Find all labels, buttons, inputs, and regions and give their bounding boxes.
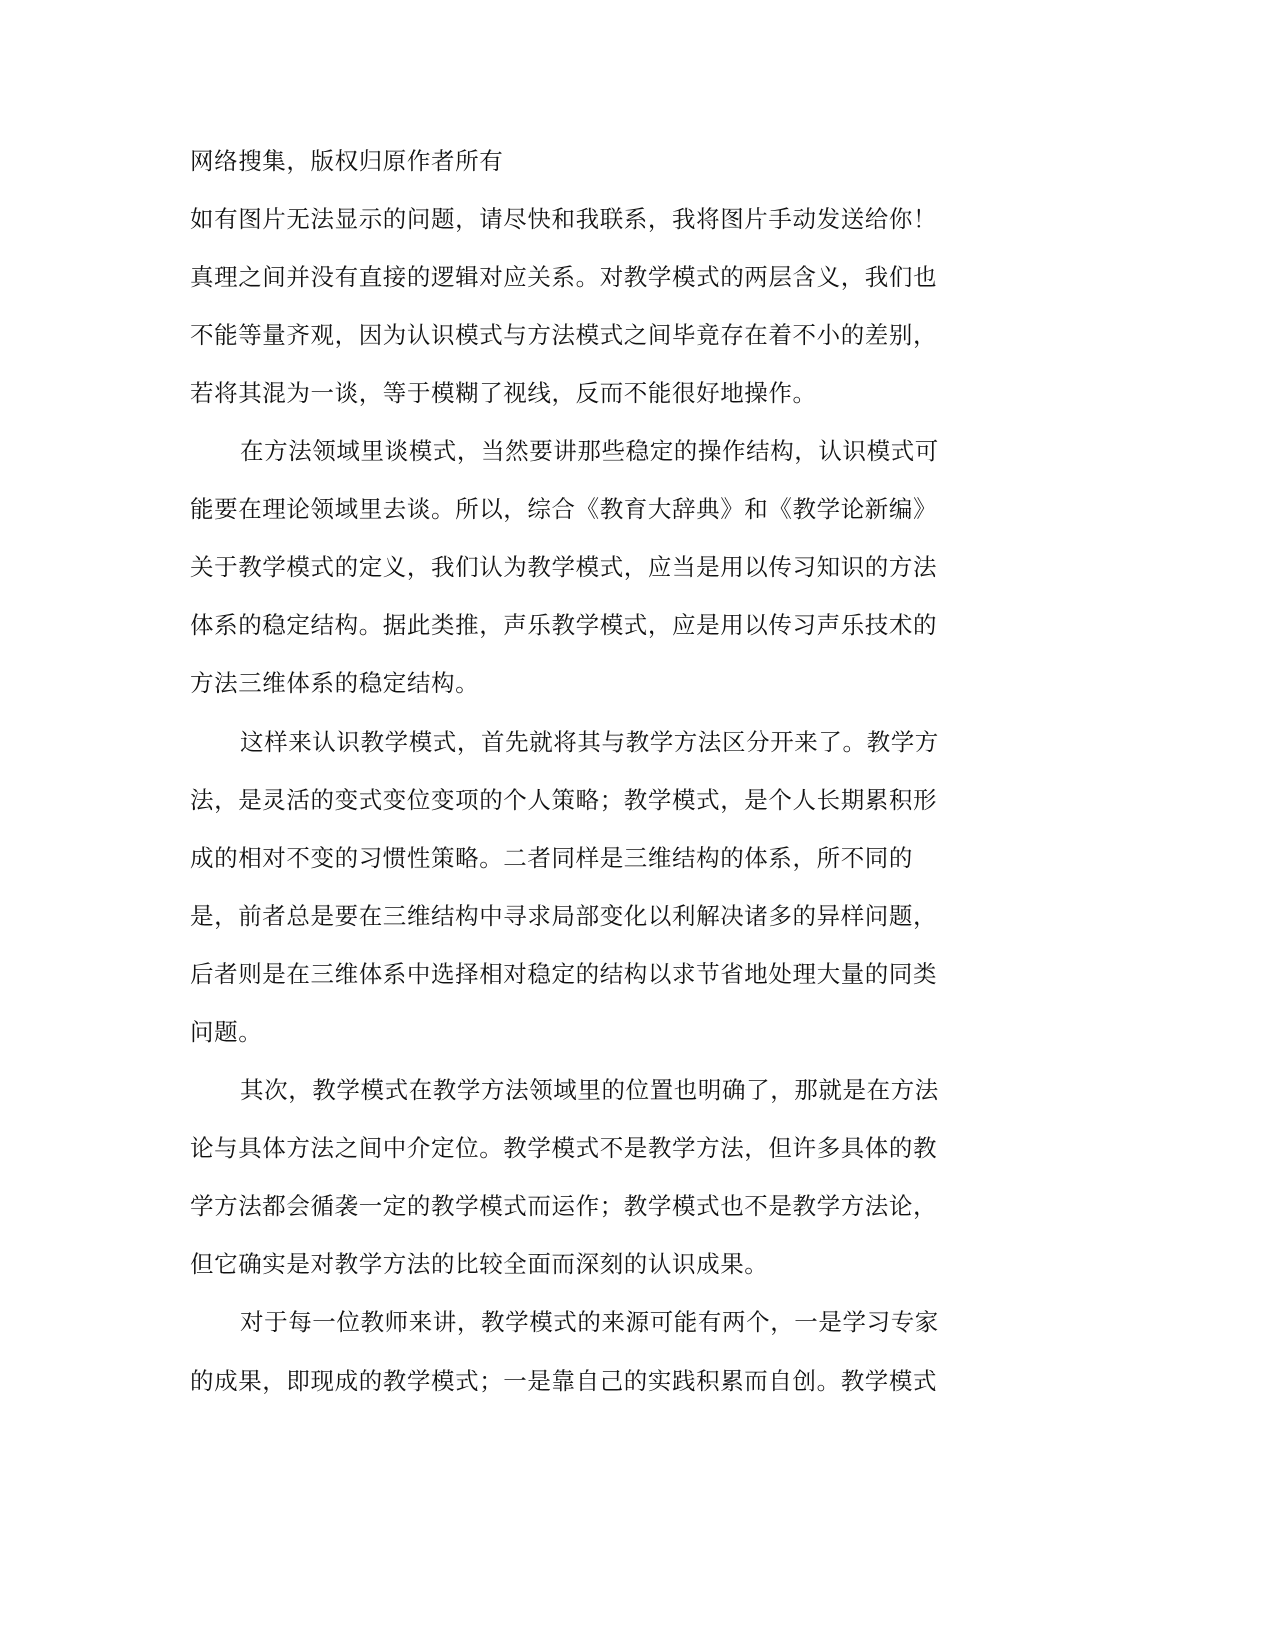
- body-line: 方法三维体系的稳定结构。: [190, 669, 480, 697]
- body-line: 不能等量齐观，因为认识模式与方法模式之间毕竟存在着不小的差别，: [190, 321, 938, 349]
- paragraph-first-line: 在方法领域里谈模式，当然要讲那些稳定的操作结构，认识模式可: [240, 437, 939, 465]
- body-line: 成的相对不变的习惯性策略。二者同样是三维结构的体系，所不同的: [190, 844, 913, 872]
- body-line: 后者则是在三维体系中选择相对稳定的结构以求节省地处理大量的同类: [190, 960, 938, 988]
- header-line-notice: 如有图片无法显示的问题，请尽快和我联系，我将图片手动发送给你！: [190, 205, 938, 233]
- body-line: 问题。: [190, 1018, 263, 1046]
- body-line: 学方法都会循袭一定的教学模式而运作；教学模式也不是教学方法论，: [190, 1192, 938, 1220]
- body-line: 真理之间并没有直接的逻辑对应关系。对教学模式的两层含义，我们也: [190, 263, 938, 291]
- paragraph-first-line: 其次，教学模式在教学方法领域里的位置也明确了，那就是在方法: [240, 1076, 939, 1104]
- body-line: 若将其混为一谈，等于模糊了视线，反而不能很好地操作。: [190, 379, 817, 407]
- body-line: 论与具体方法之间中介定位。教学模式不是教学方法，但许多具体的教: [190, 1134, 938, 1162]
- body-line: 能要在理论领域里去谈。所以，综合《教育大辞典》和《教学论新编》: [190, 495, 938, 523]
- body-line: 是，前者总是要在三维结构中寻求局部变化以利解决诸多的异样问题，: [190, 902, 938, 930]
- body-line: 关于教学模式的定义，我们认为教学模式，应当是用以传习知识的方法: [190, 553, 938, 581]
- body-line: 法，是灵活的变式变位变项的个人策略；教学模式，是个人长期累积形: [190, 786, 938, 814]
- body-line: 体系的稳定结构。据此类推，声乐教学模式，应是用以传习声乐技术的: [190, 611, 938, 639]
- body-line: 但它确实是对教学方法的比较全面而深刻的认识成果。: [190, 1250, 769, 1278]
- header-line-copyright: 网络搜集，版权归原作者所有: [190, 147, 504, 175]
- paragraph-first-line: 这样来认识教学模式，首先就将其与教学方法区分开来了。教学方: [240, 728, 939, 756]
- paragraph-first-line: 对于每一位教师来讲，教学模式的来源可能有两个，一是学习专家: [240, 1308, 939, 1336]
- body-line: 的成果，即现成的教学模式；一是靠自己的实践积累而自创。教学模式: [190, 1367, 938, 1395]
